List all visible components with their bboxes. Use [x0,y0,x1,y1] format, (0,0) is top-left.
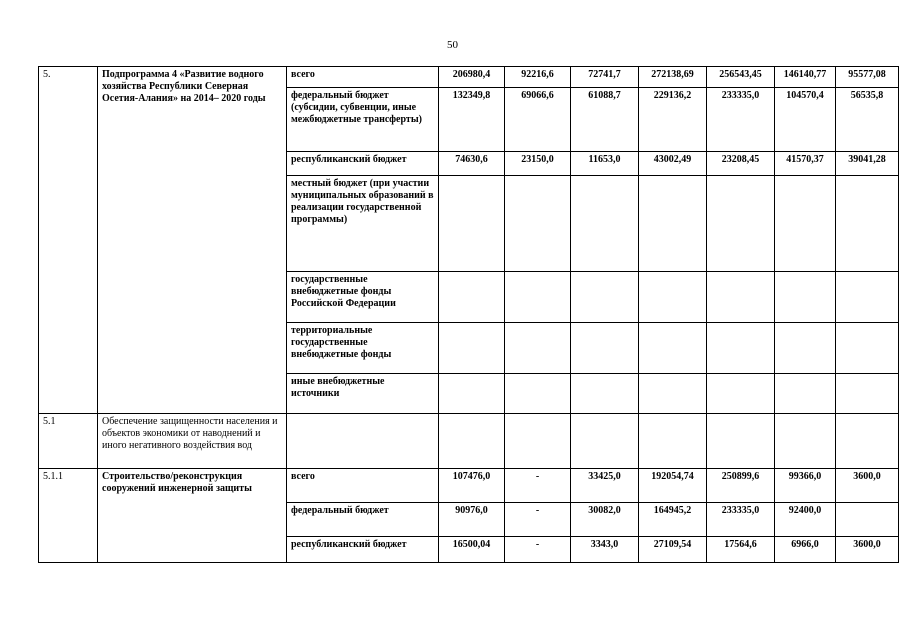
amount-cell: 250899,6 [707,469,775,503]
amount-cell: 256543,45 [707,67,775,88]
amount-cell [707,374,775,414]
amount-cell: 92216,6 [505,67,571,88]
amount-cell: 206980,4 [439,67,505,88]
amount-cell: 43002,49 [639,152,707,176]
funding-source: республиканский бюджет [287,152,439,176]
amount-cell [505,414,571,469]
amount-cell: 16500,04 [439,537,505,563]
amount-cell: 3600,0 [836,537,899,563]
funding-source: федеральный бюджет [287,503,439,537]
row-code: 5.1.1 [39,469,98,563]
amount-cell [439,323,505,374]
amount-cell: 27109,54 [639,537,707,563]
table-row [39,469,899,503]
amount-cell [836,272,899,323]
amount-cell: - [505,537,571,563]
budget-table [38,66,899,563]
amount-cell [707,323,775,374]
amount-cell [571,374,639,414]
row-code: 5.1 [39,414,98,469]
funding-source: иные внебюджетные источники [287,374,439,414]
amount-cell [639,176,707,272]
amount-cell [639,414,707,469]
amount-cell [775,414,836,469]
amount-cell: 3600,0 [836,469,899,503]
amount-cell [571,272,639,323]
amount-cell: 30082,0 [571,503,639,537]
amount-cell: 74630,6 [439,152,505,176]
amount-cell [836,503,899,537]
funding-source: государственные внебюджетные фонды Российской Федерации [287,272,439,323]
amount-cell: 61088,7 [571,88,639,152]
amount-cell [571,176,639,272]
amount-cell [707,414,775,469]
row-name: Строительство/реконструкция сооружений инженерной защиты [98,469,287,563]
amount-cell: 192054,74 [639,469,707,503]
amount-cell: 6966,0 [775,537,836,563]
amount-cell [571,323,639,374]
amount-cell: 99366,0 [775,469,836,503]
table-row [39,67,899,88]
amount-cell [505,323,571,374]
amount-cell [836,374,899,414]
funding-source: всего [287,67,439,88]
amount-cell: 11653,0 [571,152,639,176]
amount-cell: - [505,469,571,503]
amount-cell: 23208,45 [707,152,775,176]
amount-cell: 272138,69 [639,67,707,88]
amount-cell: 69066,6 [505,88,571,152]
amount-cell [505,374,571,414]
amount-cell [505,176,571,272]
amount-cell: 56535,8 [836,88,899,152]
amount-cell [639,374,707,414]
amount-cell: - [505,503,571,537]
amount-cell [505,272,571,323]
amount-cell: 41570,37 [775,152,836,176]
amount-cell: 146140,77 [775,67,836,88]
amount-cell [639,323,707,374]
amount-cell [439,176,505,272]
budget-table-body [39,67,899,563]
amount-cell: 233335,0 [707,88,775,152]
amount-cell: 229136,2 [639,88,707,152]
funding-source: всего [287,469,439,503]
amount-cell: 17564,6 [707,537,775,563]
amount-cell [775,323,836,374]
amount-cell: 95577,08 [836,67,899,88]
amount-cell: 104570,4 [775,88,836,152]
amount-cell [571,414,639,469]
amount-cell: 39041,28 [836,152,899,176]
amount-cell [775,272,836,323]
amount-cell [639,272,707,323]
amount-cell: 90976,0 [439,503,505,537]
row-name: Обеспечение защищенности населения и объектов экономики от наводнений и иного негативного воздействия вод [98,414,287,469]
amount-cell: 33425,0 [571,469,639,503]
funding-source: территориальные государственные внебюджетные фонды [287,323,439,374]
amount-cell: 72741,7 [571,67,639,88]
page-number: 50 [447,39,458,51]
row-name: Подпрограмма 4 «Развитие водного хозяйства Республики Северная Осетия-Алания» на 2014– 2020 годы [98,67,287,414]
amount-cell [836,414,899,469]
amount-cell [836,323,899,374]
amount-cell [775,176,836,272]
amount-cell [439,272,505,323]
amount-cell: 233335,0 [707,503,775,537]
amount-cell: 132349,8 [439,88,505,152]
funding-source: местный бюджет (при участии муниципальных образований в реализации государственной программы) [287,176,439,272]
amount-cell [439,414,505,469]
amount-cell [775,374,836,414]
funding-source: республиканский бюджет [287,537,439,563]
funding-source: федеральный бюджет (субсидии, субвенции, иные межбюджетные трансферты) [287,88,439,152]
amount-cell [439,374,505,414]
amount-cell [707,272,775,323]
amount-cell [707,176,775,272]
funding-source [287,414,439,469]
amount-cell: 3343,0 [571,537,639,563]
amount-cell: 92400,0 [775,503,836,537]
amount-cell: 107476,0 [439,469,505,503]
amount-cell [836,176,899,272]
amount-cell: 23150,0 [505,152,571,176]
row-code: 5. [39,67,98,414]
amount-cell: 164945,2 [639,503,707,537]
table-row [39,414,899,469]
